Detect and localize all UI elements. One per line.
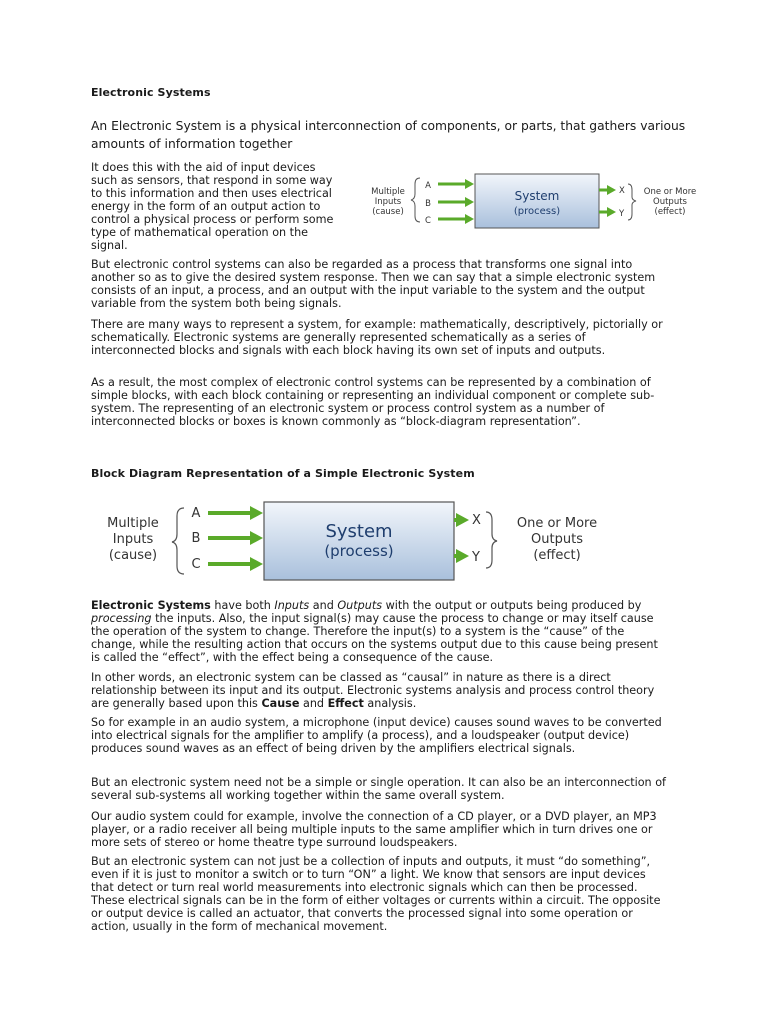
paragraph-1-line: such as sensors, that respond in some way [91,174,333,187]
intro-paragraph: An Electronic System is a physical interconnection of components, or parts, that gathers various amounts of information together [91,119,686,151]
paragraph-6-text: analysis. [363,697,417,710]
input-a-arrowhead [465,179,474,189]
input-label-line: (cause) [372,207,404,217]
output-brace [628,184,636,220]
paragraph-5-italic: processing [91,612,152,625]
output-label-line: Outputs [653,197,687,207]
input-label-line: Multiple [371,187,405,197]
output-label-line: One or More [516,516,598,531]
output-brace [486,512,497,568]
output-y-label: Y [472,550,480,565]
output-label-line: (effect) [654,207,686,217]
input-c-arrowhead [465,214,474,224]
paragraph-5-text: with the output or outputs being produced by [382,599,642,612]
system-block-subtitle: (process) [513,206,561,217]
paragraph-5 [91,599,666,664]
output-label-line: One or More [643,187,697,197]
paragraph-1-line: energy in the form of an output action to [91,200,321,213]
input-c-label: C [425,216,431,226]
paragraph-1-line: type of mathematical operation on the [91,226,309,239]
paragraph-4: As a result, the most complex of electronic control systems can be represented by a combination of simple blocks, with each block containing or representing an individual component or complete sub-system. The representing of an electronic system or process control system as a number of interconnected blocks or boxes is known commonly as “block-diagram representation”. [91,376,655,428]
input-a-label: A [425,181,431,191]
output-label-line: Outputs [531,532,583,547]
output-y-arrowhead [607,207,616,217]
output-x-label: X [472,513,481,528]
output-x-label: X [619,186,625,196]
input-label-line: Multiple [107,516,159,531]
input-c-arrowhead [250,557,263,571]
paragraph-6 [91,671,666,710]
paragraph-3: There are many ways to represent a system, for example: mathematically, descriptively, pictorially or schematically. Electronic systems are generally represented schematically as a series of interconnected blocks and signals with each block having its own set of inputs and outputs. [91,318,663,357]
large-block-diagram [100,500,620,584]
input-c-label: C [191,557,201,572]
page-title: Electronic Systems [91,86,211,99]
system-block-title: System [325,521,393,542]
input-b-label: B [425,199,431,209]
input-brace [411,178,420,222]
system-block-subtitle: (process) [324,542,394,560]
paragraph-6-bold: Cause [261,697,300,710]
paragraph-1-line: to this information and then uses electrical [91,187,332,200]
input-label-line: Inputs [112,532,154,547]
output-x-arrowhead [607,185,616,195]
paragraph-5-bold: Electronic Systems [91,599,211,612]
output-y-label: Y [619,209,625,219]
paragraph-5-italic: Inputs [274,599,310,612]
paragraph-6-bold: Effect [327,697,364,710]
paragraph-7: So for example in an audio system, a microphone (input device) causes sound waves to be converted into electrical signals for the amplifier to amplify (a process), and a loudspeaker (output device) produces sound waves as an effect of being driven by the amplifiers electrical signals. [91,716,662,755]
input-b-arrowhead [465,197,474,207]
paragraph-1 [91,161,366,252]
paragraph-6-text: and [299,697,328,710]
output-y-arrowhead [456,549,469,563]
input-b-label: B [191,531,201,546]
output-label-line: (effect) [533,548,581,563]
output-x-arrowhead [456,513,469,527]
paragraph-5-italic: Outputs [337,599,383,612]
paragraph-5-text: the inputs. Also, the input signal(s) may cause the process to change or may itself cause the operation of the system to change. Therefore the input(s) to a system is the “cause” of the change, while the resulting action that occurs on the systems output due to this cause being present is called the “effect”, with the effect being a consequence of the cause. [91,612,658,664]
paragraph-1-line: control a physical process or perform some [91,213,334,226]
section-heading: Block Diagram Representation of a Simple Electronic System [91,467,475,480]
input-a-arrowhead [250,506,263,520]
paragraph-8: But an electronic system need not be a simple or single operation. It can also be an interconnection of several sub-systems all working together within the same overall system. [91,776,666,802]
input-b-arrowhead [250,531,263,545]
input-a-label: A [191,506,201,521]
paragraph-6-text: In other words, an electronic system can be classed as “causal” in nature as there is a direct relationship between its input and its output. Electronic systems analysis and process control theory are generally based upon this [91,671,655,710]
input-brace [172,508,184,574]
system-block-title: System [514,189,560,203]
small-block-diagram [362,170,712,232]
paragraph-1-line: It does this with the aid of input devices [91,161,316,174]
paragraph-5-text: have both [210,599,275,612]
paragraph-2: But electronic control systems can also be regarded as a process that transforms one signal into another so as to give the desired system response. Then we can say that a simple electronic system consists of an input, a process, and an output with the input variable to the system and the output variable from the system both being signals. [91,258,656,310]
paragraph-5-text: and [309,599,338,612]
paragraph-1-line: signal. [91,239,128,252]
input-label-line: (cause) [108,548,158,563]
paragraph-9: Our audio system could for example, involve the connection of a CD player, or a DVD player, an MP3 player, or a radio receiver all being multiple inputs to the same amplifier which in turn drives one or more sets of stereo or home theatre type surround loudspeakers. [91,810,657,849]
paragraph-10: But an electronic system can not just be a collection of inputs and outputs, it must “do something”, even if it is just to monitor a switch or to turn “ON” a light. We know that sensors are input devices that detect or turn real world measurements into electronic signals which can then be processed. These electrical signals can be in the form of either voltages or currents within a circuit. The opposite or output device is called an actuator, that converts the processed signal into some operation or action, usually in the form of mechanical movement. [91,855,661,933]
input-label-line: Inputs [374,197,402,207]
